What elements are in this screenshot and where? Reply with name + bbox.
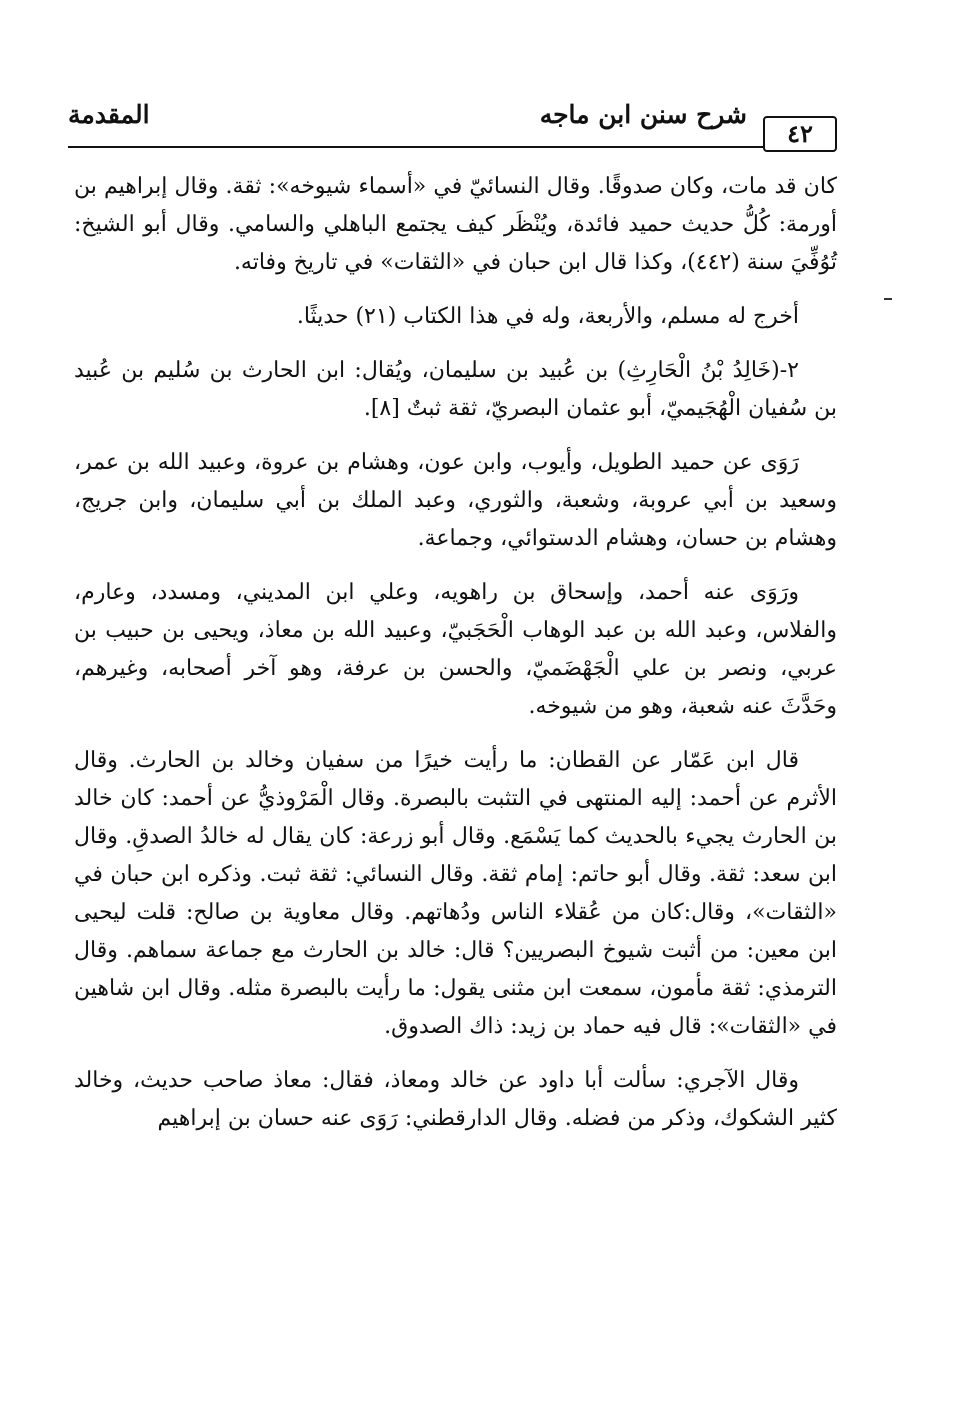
section-title: المقدمة bbox=[68, 100, 150, 129]
margin-mark bbox=[884, 298, 892, 300]
paragraph: رَوَى عن حميد الطويل، وأيوب، وابن عون، وهشام بن عروة، وعبيد الله بن عمر، وسعيد بن أبي عروبة، وشعبة، والثوري، وعبد الملك بن أبي سليمان، وابن جريج، وهشام بن حسان، وهشام الدستوائي، وجماعة. bbox=[74, 450, 837, 551]
paragraph: وقال الآجري: سألت أبا داود عن خالد ومعاذ، فقال: معاذ صاحب حديث، وخالد كثير الشكوك، وذكر من فضله. وقال الدارقطني: رَوَى عنه حسان بن إبراهيم bbox=[74, 1068, 837, 1131]
page-header bbox=[68, 94, 837, 154]
page-number: ٤٢ bbox=[763, 116, 837, 152]
paragraph: كان قد مات، وكان صدوقًا. وقال النسائيّ في «أسماء شيوخه»: ثقة. وقال إبراهيم بن أورمة: كُلُّ حديث حميد فائدة، ويُنْظَر كيف يجتمع الباهلي والسامي. وقال أبو الشيخ: تُوُفِّيَ سنة (٤٤٢)، وكذا قال ابن حبان في «الثقات» في تاريخ وفاته. bbox=[74, 174, 837, 275]
paragraph: أخرج له مسلم، والأربعة، وله في هذا الكتاب (٢١) حديثًا. bbox=[296, 304, 799, 329]
narrator-heading: ٢-(خَالِدُ بْنُ الْحَارِثِ) بن عُبيد بن سليمان، ويُقال: ابن الحارث بن سُليم بن عُبيد بن سُفيان الْهُجَيميّ، أبو عثمان البصريّ، ثقة ثبتٌ [٨]. bbox=[74, 358, 837, 421]
paragraph: ورَوَى عنه أحمد، وإسحاق بن راهويه، وعلي ابن المديني، ومسدد، وعارم، والفلاس، وعبد الله بن عبد الوهاب الْحَجَبيّ، وعبيد الله بن معاذ، ويحيى بن حبيب بن عربي، ونصر بن علي الْجَهْضَميّ، والحسن بن عرفة، وهو آخر أصحابه، وغيرهم، وحَدَّثَ عنه شعبة، وهو من شيوخه. bbox=[74, 580, 837, 719]
body-text bbox=[74, 168, 837, 1154]
header-rule bbox=[68, 146, 765, 148]
book-title: شرح سنن ابن ماجه bbox=[539, 100, 747, 129]
paragraph: قال ابن عَمّار عن القطان: ما رأيت خيرًا من سفيان وخالد بن الحارث. وقال الأثرم عن أحمد: إليه المنتهى في التثبت بالبصرة. وقال الْمَرْوذيُّ عن أحمد: كان خالد بن الحارث يجيء بالحديث كما يَسْمَع. وقال أبو زرعة: كان يقال له خالدُ الصدقِ. وقال ابن سعد: ثقة. وقال أبو حاتم: إمام ثقة. وقال النسائي: ثقة ثبت. وذكره ابن حبان في «الثقات»، وقال:كان من عُقلاء الناس ودُهاتهم. وقال معاوية بن صالح: قلت ليحيى ابن معين: من أثبت شيوخ البصريين؟ قال: خالد بن الحارث مع جماعة سماهم. وقال الترمذي: ثقة مأمون، سمعت ابن مثنى يقول: ما رأيت بالبصرة مثله. وقال ابن شاهين في «الثقات»: قال فيه حماد بن زيد: ذاك الصدوق. bbox=[74, 748, 837, 1039]
